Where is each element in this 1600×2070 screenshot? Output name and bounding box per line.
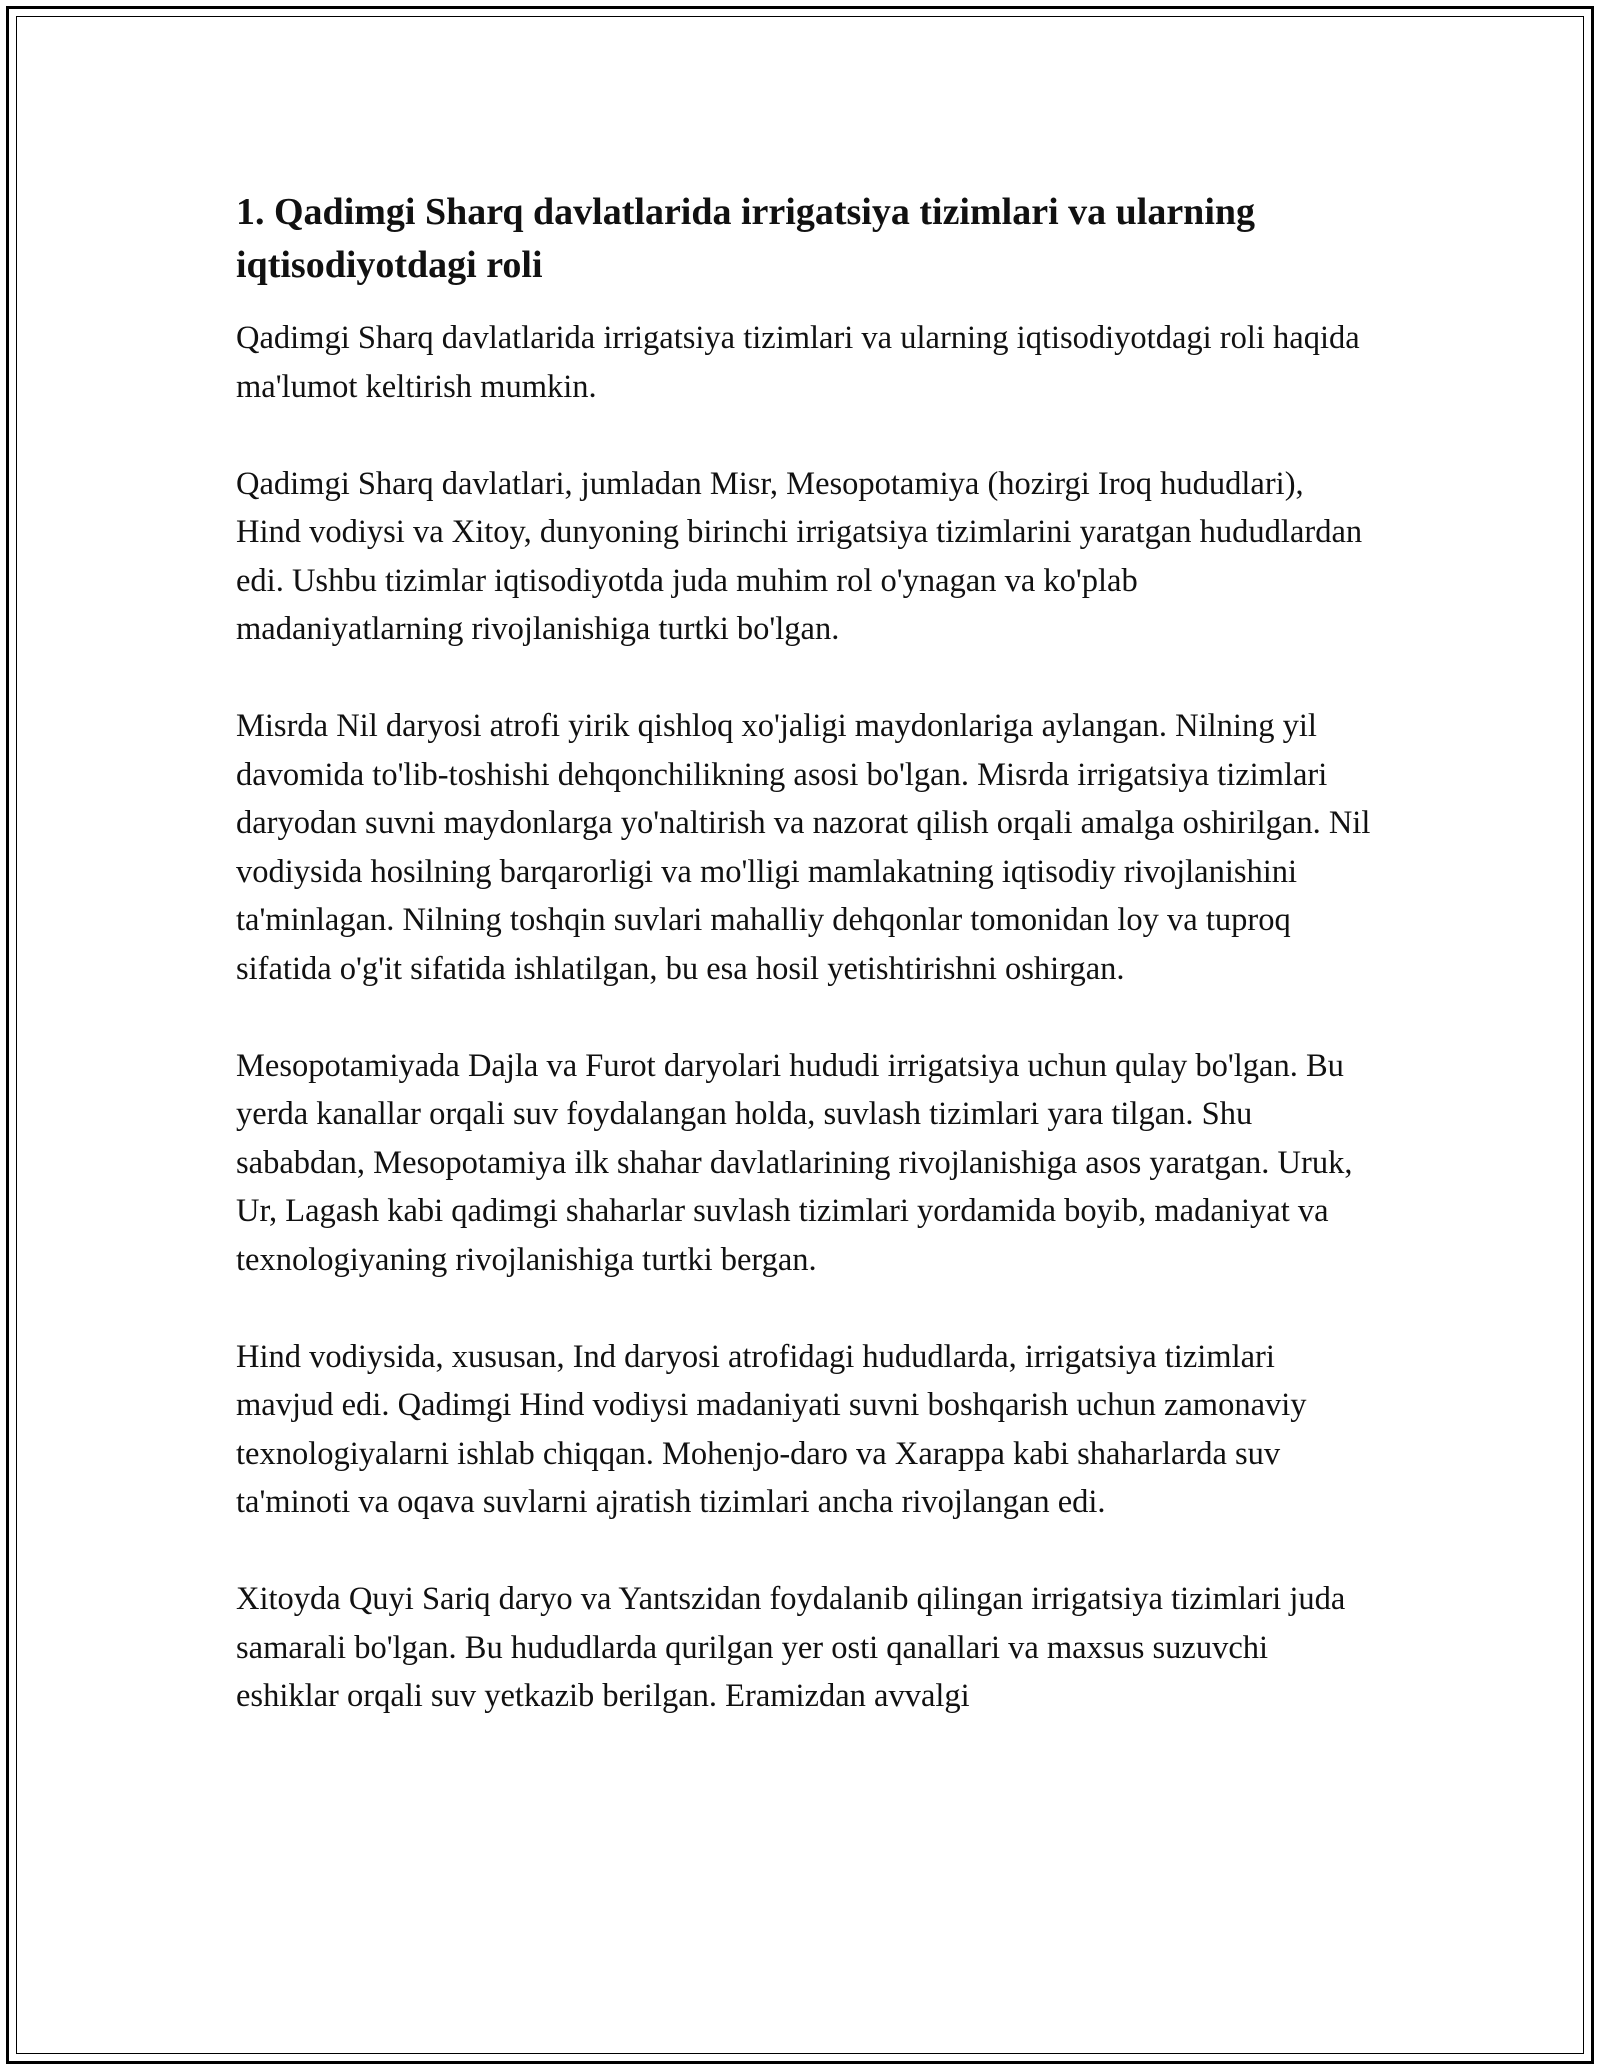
- paragraph-egypt: Misrda Nil daryosi atrofi yirik qishloq xo'jaligi maydonlariga aylangan. Nilning yil davomida to'lib-toshishi dehqonchilikning asosi bo'lgan. Misrda irrigatsiya tizimlari daryodan suvni maydonlarga yo'naltirish va nazorat qilish orqali amalga oshirilgan. Nil vodiysida hosilning barqarorligi va mo'lligi mamlakatning iqtisodiy rivojlanishini ta'minlagan. Nilning toshqin suvlari mahalliy dehqonlar tomonidan loy va tuproq sifatida o'g'it sifatida ishlatilgan, bu esa hosil yetishtirishni oshirgan.: [236, 708, 1371, 987]
- paragraph-indus-valley: Hind vodiysida, xususan, Ind daryosi atrofidagi hududlarda, irrigatsiya tizimlari mavjud edi. Qadimgi Hind vodiysi madaniyati suvni boshqarish uchun zamonaviy texnologiyalarni ishlab chiqqan. Mohenjo-daro va Xarappa kabi shaharlarda suv ta'minoti va oqava suvlarni ajratish tizimlari ancha rivojlangan edi.: [236, 1338, 1307, 1520]
- paragraph-intro: Qadimgi Sharq davlatlarida irrigatsiya tizimlari va ularning iqtisodiyotdagi roli haqida ma'lumot keltirish mumkin.: [236, 320, 1360, 405]
- paragraph-mesopotamia: Mesopotamiyada Dajla va Furot daryolari hududi irrigatsiya uchun qulay bo'lgan. Bu yerda kanallar orqali suv foydalangan holda, suvlash tizimlari yara tilgan. Shu sababdan, Mesopotamiya ilk shahar davlatlarining rivojlanishiga asos yaratgan. Uruk, Ur, Lagash kabi qadimgi shaharlar suvlash tizimlari yordamida boyib, madaniyat va texnologiyaning rivojlanishiga turtki bergan.: [236, 1047, 1353, 1278]
- paragraph-china: Xitoyda Quyi Sariq daryo va Yantszidan foydalanib qilingan irrigatsiya tizimlari juda samarali bo'lgan. Bu hududlarda qurilgan yer osti qanallari va maxsus suzuvchi eshiklar orqali suv yetkazib berilgan. Eramizdan avvalgi: [236, 1581, 1346, 1714]
- paragraph-overview: Qadimgi Sharq davlatlari, jumladan Misr, Mesopotamiya (hozirgi Iroq hududlari), Hind vodiysi va Xitoy, dunyoning birinchi irrigatsiya tizimlarini yaratgan hududlardan edi. Ushbu tizimlar iqtisodiyotda juda muhim rol o'ynagan va ko'plab madaniyatlarning rivojlanishiga turtki bo'lgan.: [236, 465, 1363, 647]
- section-heading: 1. Qadimgi Sharq davlatlarida irrigatsiya tizimlari va ularning iqtisodiyotdagi roli: [236, 191, 1256, 286]
- document-body: [236, 186, 1372, 1769]
